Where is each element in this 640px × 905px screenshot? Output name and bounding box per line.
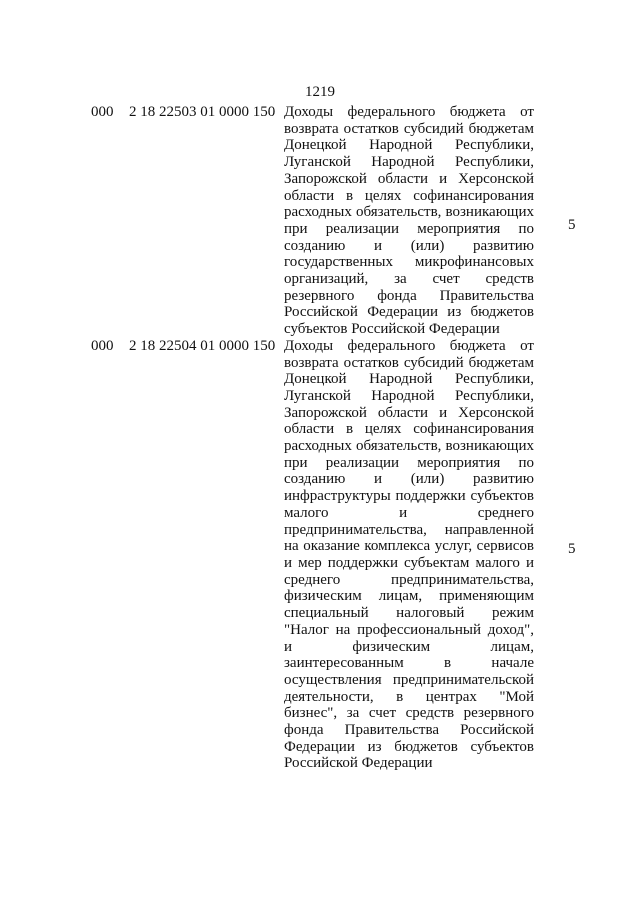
amount-value: 5 bbox=[568, 217, 576, 233]
admin-code: 000 bbox=[91, 337, 114, 354]
page-number: 1219 bbox=[305, 84, 335, 100]
admin-code: 000 bbox=[91, 104, 114, 120]
amount-value: 5 bbox=[568, 540, 576, 557]
table-row bbox=[0, 104, 640, 338]
budget-classification-code: 2 18 22503 01 0000 150 bbox=[129, 104, 276, 120]
budget-classification-code: 2 18 22504 01 0000 150 bbox=[129, 337, 276, 354]
revenue-code-table bbox=[0, 104, 640, 772]
table-row bbox=[0, 338, 640, 772]
revenue-description: Доходы федерального бюджета от возврата остатков субсидий бюджетам Донецкой Народной Республики, Луганской Народной Республики, Запорожской области и Херсонской области в целях софинансирования расходных обязательств, возникающих при реализации мероприятия по созданию и (или) развитию инфраструктуры поддержки субъектов малого и среднего предпринимательства, направленной на оказание комплекса услуг, сервисов и мер поддержки субъектам малого и среднего предпринимательства, физическим лицам, применяющим специальный налоговый режим "Налог на профессиональный доход", и физическим лицам, заинтересованным в начале осуществления предпринимательской деятельности, в центрах "Мой бизнес", за счет средств резервного фонда Правительства Российской Федерации из бюджетов субъектов Российской Федерации bbox=[284, 337, 534, 772]
revenue-description: Доходы федерального бюджета от возврата остатков субсидий бюджетам Донецкой Народной Республики, Луганской Народной Республики, Запорожской области и Херсонской области в целях софинансирования расходных обязательств, возникающих при реализации мероприятия по созданию и (или) развитию государственных микрофинансовых организаций, за счет средств резервного фонда Правительства Российской Федерации из бюджетов субъектов Российской Федерации bbox=[284, 104, 534, 338]
